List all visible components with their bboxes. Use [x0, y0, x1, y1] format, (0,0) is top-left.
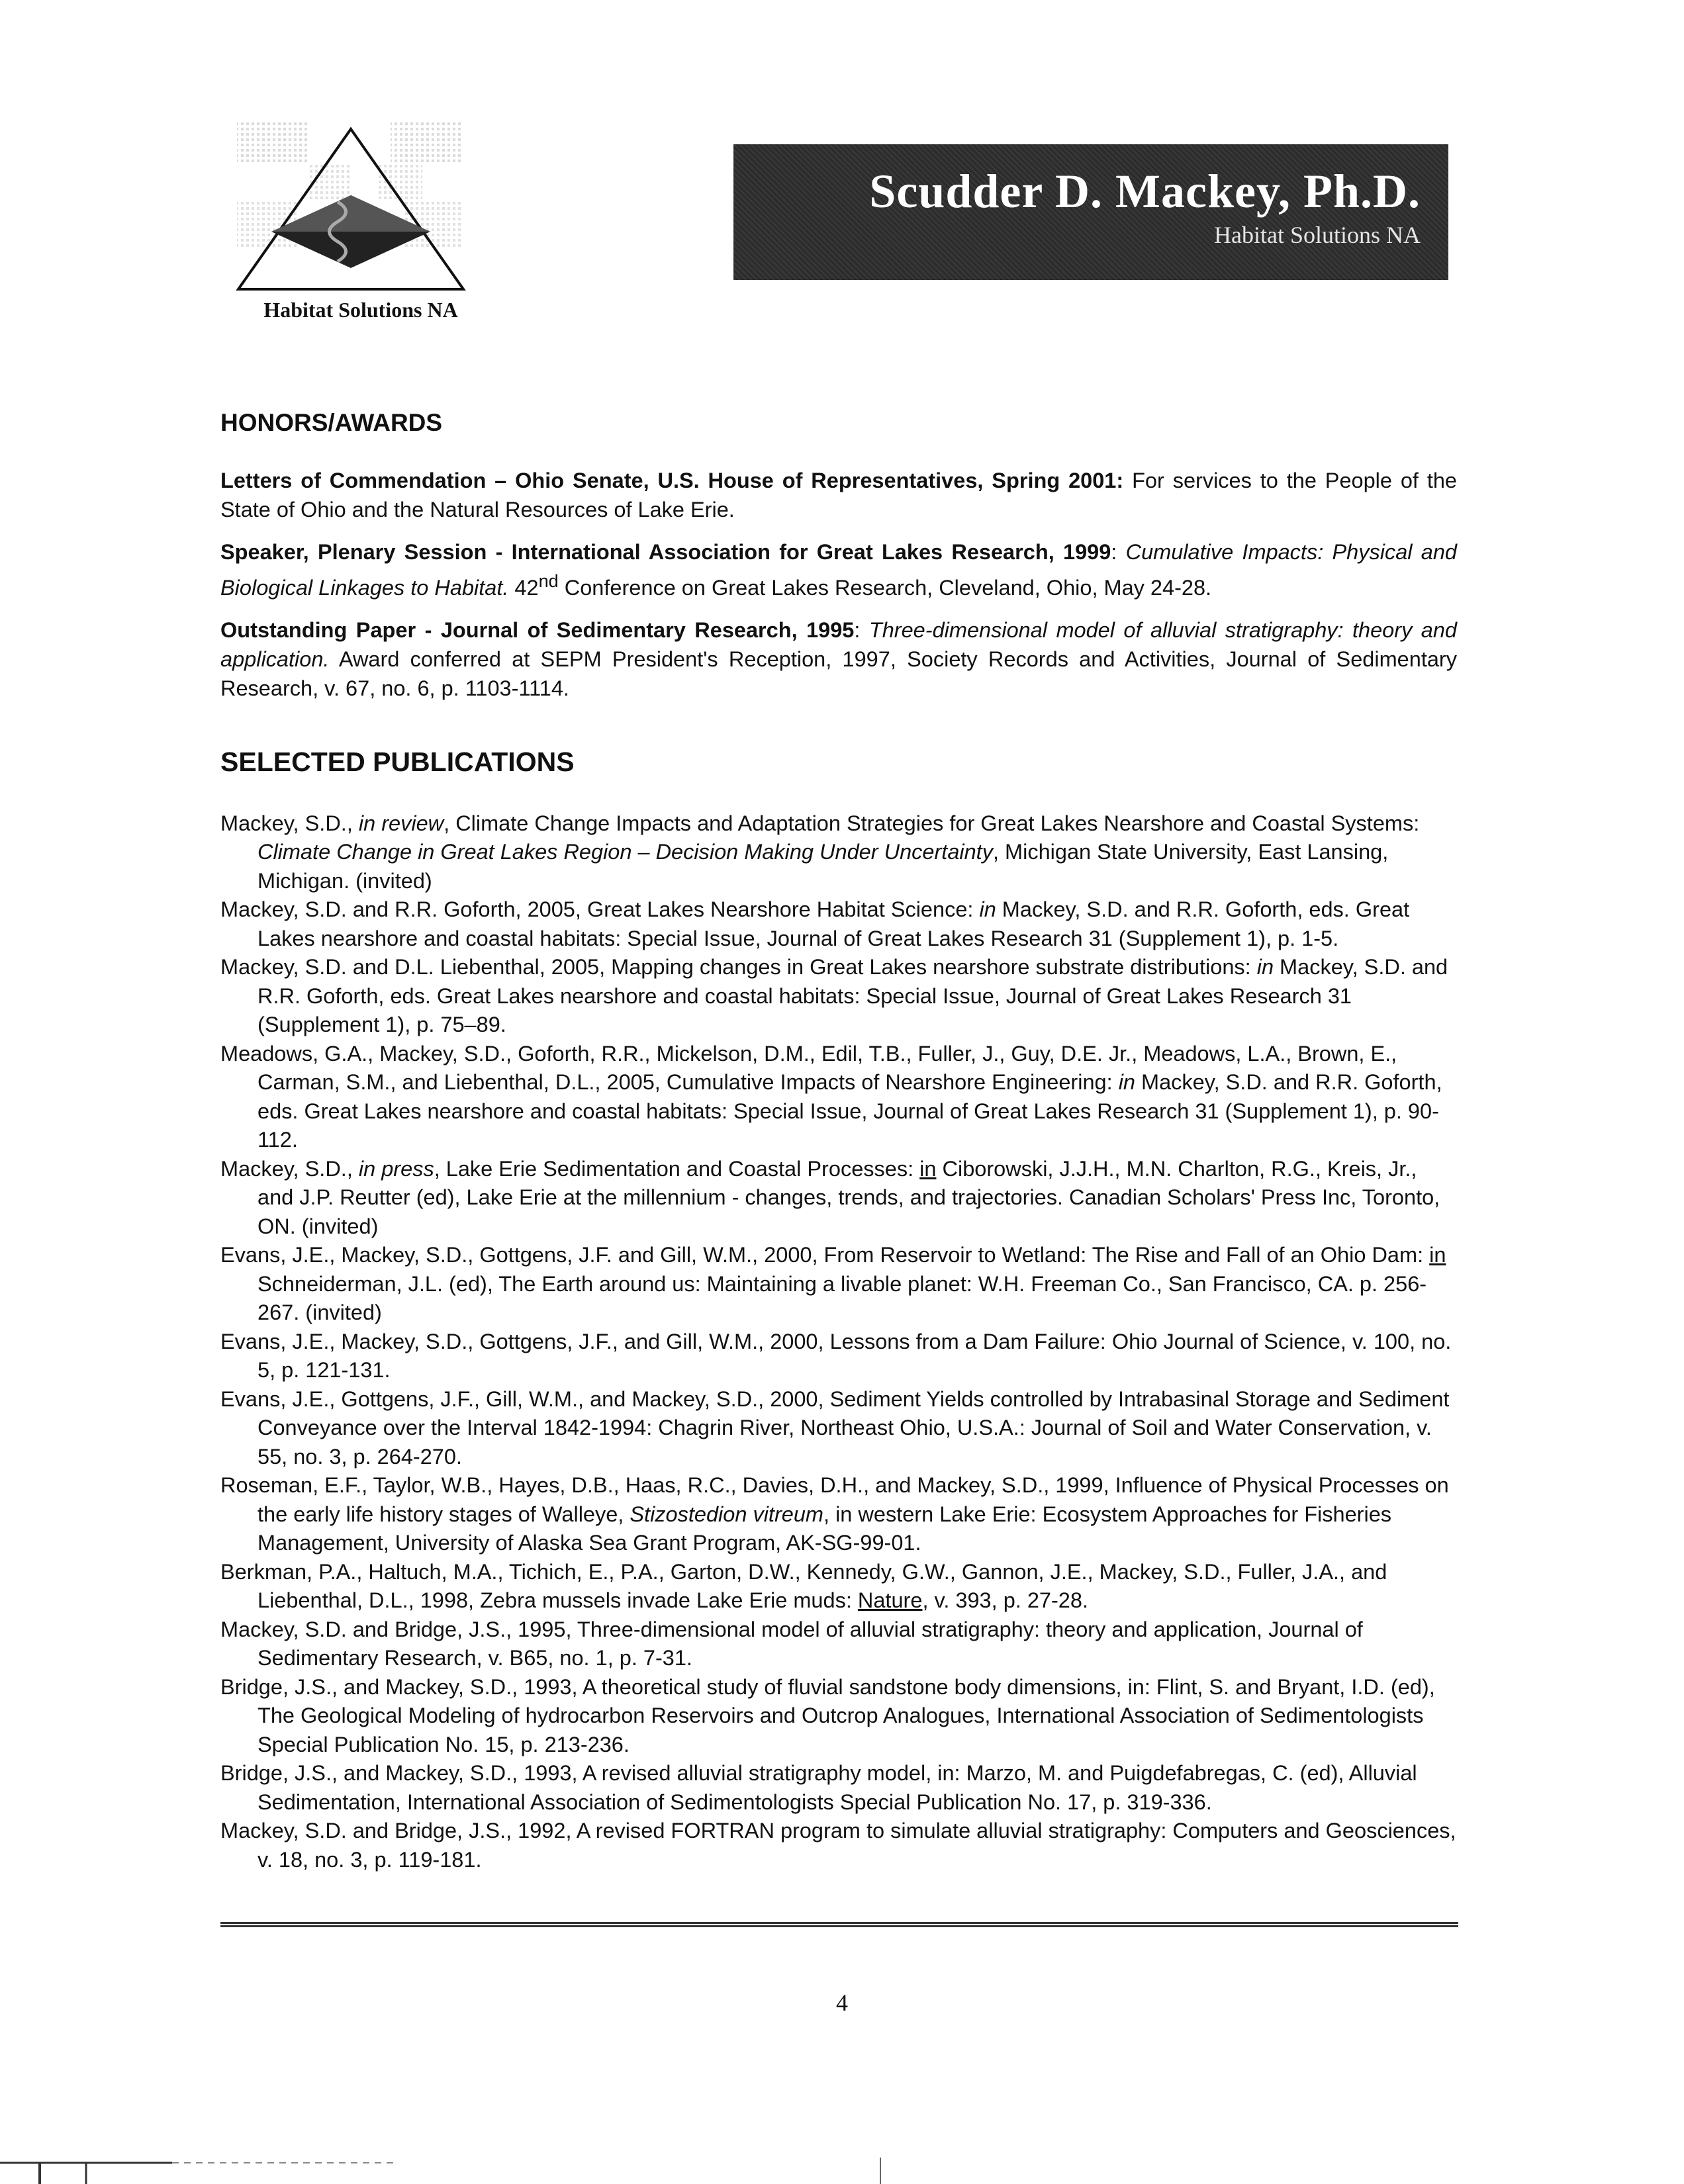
- publication-text: , Lake Erie Sedimentation and Coastal Processes:: [434, 1156, 920, 1181]
- company-logo: [225, 122, 477, 328]
- award-item: [220, 466, 1457, 524]
- award-ordinal-suffix: nd: [538, 570, 559, 591]
- award-item: [220, 537, 1457, 602]
- triangle-diamond-logo-icon: [225, 122, 477, 301]
- award-italic: Three-dimensional model of alluvial stratigraphy: theory and application.: [220, 617, 1457, 671]
- publication-italic: Climate Change in Great Lakes Region – Decision Making Under Uncertainty: [257, 840, 993, 864]
- honors-heading: HONORS/AWARDS: [220, 409, 443, 436]
- resume-content: [220, 409, 1457, 1874]
- publication-item: [220, 953, 1457, 1040]
- publication-text: , Michigan State University, East Lansing, Michigan. (invited): [257, 840, 1389, 893]
- publication-text: Bridge, J.S., and Mackey, S.D., 1993, A theoretical study of fluvial sandstone body dimensions, in: Flint, S. and Bryant, I.D. (ed), The Geological Modeling of hydrocarbon Reservoirs and Outcrop Analogues, International Association of Sedimentologists Special Publication No. 15, p. 213-236.: [220, 1674, 1435, 1756]
- award-separator: :: [854, 617, 869, 642]
- page-number: 4: [836, 1989, 848, 2016]
- publication-item: [220, 1817, 1457, 1874]
- scan-artifact-marks: [0, 2158, 1684, 2184]
- publication-text: Mackey, S.D. and Bridge, J.S., 1995, Three-dimensional model of alluvial stratigraphy: theory and application, Journal of Sedimentary Research, v. B65, no. 1, p. 7-31.: [220, 1617, 1363, 1670]
- organization-name: Habitat Solutions NA: [1214, 221, 1421, 248]
- publication-text: Berkman, P.A., Haltuch, M.A., Tichich, E., P.A., Garton, D.W., Kennedy, G.W., Gannon, J.E., Mackey, S.D., Fuller, J.A., and Liebenthal, D.L., 1998, Zebra mussels invade Lake Erie muds:: [220, 1559, 1387, 1613]
- publication-item: [220, 1155, 1457, 1242]
- publication-italic: in: [1118, 1070, 1135, 1095]
- award-title: Speaker, Plenary Session - International Association for Great Lakes Research, 1999: [220, 540, 1111, 564]
- publication-text: Evans, J.E., Gottgens, J.F., Gill, W.M., and Mackey, S.D., 2000, Sediment Yields controlled by Intrabasinal Storage and Sediment Conveyance over the Interval 1842-1994: Chagrin River, Northeast Ohio, U.S.A.: Journal of Soil and Water Conservation, v. 55, no. 3, p. 264-270.: [220, 1387, 1450, 1469]
- publication-text: Evans, J.E., Mackey, S.D., Gottgens, J.F., and Gill, W.M., 2000, Lessons from a Dam Failure: Ohio Journal of Science, v. 100, no. 5, p. 121-131.: [220, 1329, 1452, 1383]
- publication-text: Mackey, S.D. and D.L. Liebenthal, 2005, Mapping changes in Great Lakes nearshore substrate distributions:: [220, 955, 1257, 979]
- publication-text: Mackey, S.D.,: [220, 811, 359, 835]
- publication-item: [220, 1759, 1457, 1817]
- publication-item: [220, 1615, 1457, 1673]
- publication-italic: in: [979, 897, 996, 922]
- name-banner: [733, 144, 1448, 280]
- award-italic: Cumulative Impacts: Physical and Biological Linkages to Habitat.: [220, 540, 1457, 600]
- publication-italic: in: [1256, 955, 1274, 979]
- award-text: Conference on Great Lakes Research, Cleveland, Ohio, May 24-28.: [558, 575, 1212, 600]
- publication-item: [220, 1328, 1457, 1385]
- publication-text: Mackey, S.D. and R.R. Goforth, 2005, Great Lakes Nearshore Habitat Science:: [220, 897, 980, 922]
- award-title: Letters of Commendation – Ohio Senate, U.S. House of Representatives, Spring 2001:: [220, 469, 1124, 492]
- award-ordinal: 42: [508, 575, 539, 600]
- publication-text: Mackey, S.D. and R.R. Goforth, eds. Great Lakes nearshore and coastal habitats: Special Issue, Journal of Great Lakes Research 31 (Supplement 1), p. 1-5.: [257, 897, 1410, 950]
- publication-text: Mackey, S.D. and R.R. Goforth, eds. Great Lakes nearshore and coastal habitats: Special Issue, Journal of Great Lakes Research 31 (Supplement 1), p. 75–89.: [257, 955, 1448, 1037]
- award-separator: :: [1111, 540, 1126, 564]
- publications-heading: SELECTED PUBLICATIONS: [220, 746, 575, 777]
- award-title: Outstanding Paper - Journal of Sedimentary Research, 1995: [220, 617, 855, 642]
- footer-divider: [220, 1922, 1458, 1927]
- publication-item: [220, 1673, 1457, 1760]
- publication-text: , Climate Change Impacts and Adaptation Strategies for Great Lakes Nearshore and Coastal Systems:: [444, 811, 1420, 835]
- publication-item: [220, 895, 1457, 953]
- publication-text: Mackey, S.D. and R.R. Goforth, eds. Great Lakes nearshore and coastal habitats: Special Issue, Journal of Great Lakes Research 31 (Supplement 1), p. 90-112.: [257, 1070, 1442, 1152]
- publication-text: Bridge, J.S., and Mackey, S.D., 1993, A revised alluvial stratigraphy model, in: Marzo, M. and Puigdefabregas, C. (ed), Alluvial Sedimentation, International Association of Sedimentologists Special Publication No. 17, p. 319-336.: [220, 1761, 1417, 1814]
- publication-underlined: Nature: [857, 1588, 923, 1613]
- publication-item: [220, 1471, 1457, 1558]
- publication-text: Schneiderman, J.L. (ed), The Earth around us: Maintaining a livable planet: W.H. Freeman Co., San Francisco, CA. p. 256-267. (invited): [257, 1271, 1427, 1325]
- publication-item: [220, 1385, 1457, 1472]
- publication-italic: in review: [358, 811, 444, 835]
- publication-underlined: in: [1429, 1243, 1446, 1267]
- publication-item: [220, 1558, 1457, 1615]
- publication-text: Mackey, S.D.,: [220, 1156, 359, 1181]
- publication-text: Mackey, S.D. and Bridge, J.S., 1992, A revised FORTRAN program to simulate alluvial stratigraphy: Computers and Geosciences, v. 18, no. 3, p. 119-181.: [220, 1819, 1456, 1872]
- publication-text: Meadows, G.A., Mackey, S.D., Goforth, R.R., Mickelson, D.M., Edil, T.B., Fuller, J., Guy, D.E. Jr., Meadows, L.A., Brown, E., Carman, S.M., and Liebenthal, D.L., 2005, Cumulative Impacts of Nearshore Engineering:: [220, 1041, 1397, 1095]
- publication-text: , in western Lake Erie: Ecosystem Approaches for Fisheries Management, University of Alaska Sea Grant Program, AK-SG-99-01.: [257, 1502, 1392, 1555]
- publication-underlined: in: [919, 1156, 937, 1181]
- publication-text: Roseman, E.F., Taylor, W.B., Hayes, D.B., Haas, R.C., Davies, D.H., and Mackey, S.D., 1999, Influence of Physical Processes on the early life history stages of Walleye,: [220, 1473, 1449, 1526]
- author-name: Scudder D. Mackey, Ph.D.: [869, 165, 1421, 218]
- award-text: For services to the People of the State of Ohio and the Natural Resources of Lake Erie.: [220, 469, 1457, 522]
- publication-text: Evans, J.E., Mackey, S.D., Gottgens, J.F. and Gill, W.M., 2000, From Reservoir to Wetland: The Rise and Fall of an Ohio Dam:: [220, 1243, 1430, 1267]
- logo-caption: Habitat Solutions NA: [263, 298, 458, 322]
- publication-text: , v. 393, p. 27-28.: [922, 1588, 1088, 1613]
- publication-italic: Stizostedion vitreum: [630, 1502, 824, 1526]
- award-item: [220, 615, 1457, 703]
- award-text: Award conferred at SEPM President's Reception, 1997, Society Records and Activities, Journal of Sedimentary Research, v. 67, no. 6, p. 1103-1114.: [220, 647, 1457, 700]
- publication-text: Ciborowski, J.J.H., M.N. Charlton, R.G., Kreis, Jr., and J.P. Reutter (ed), Lake Erie at the millennium - changes, trends, and trajectories. Canadian Scholars' Press Inc, Toronto, ON. (invited): [257, 1156, 1440, 1238]
- publication-item: [220, 1241, 1457, 1328]
- publication-italic: in press: [358, 1156, 434, 1181]
- publication-item: [220, 1040, 1457, 1155]
- publication-item: [220, 809, 1457, 896]
